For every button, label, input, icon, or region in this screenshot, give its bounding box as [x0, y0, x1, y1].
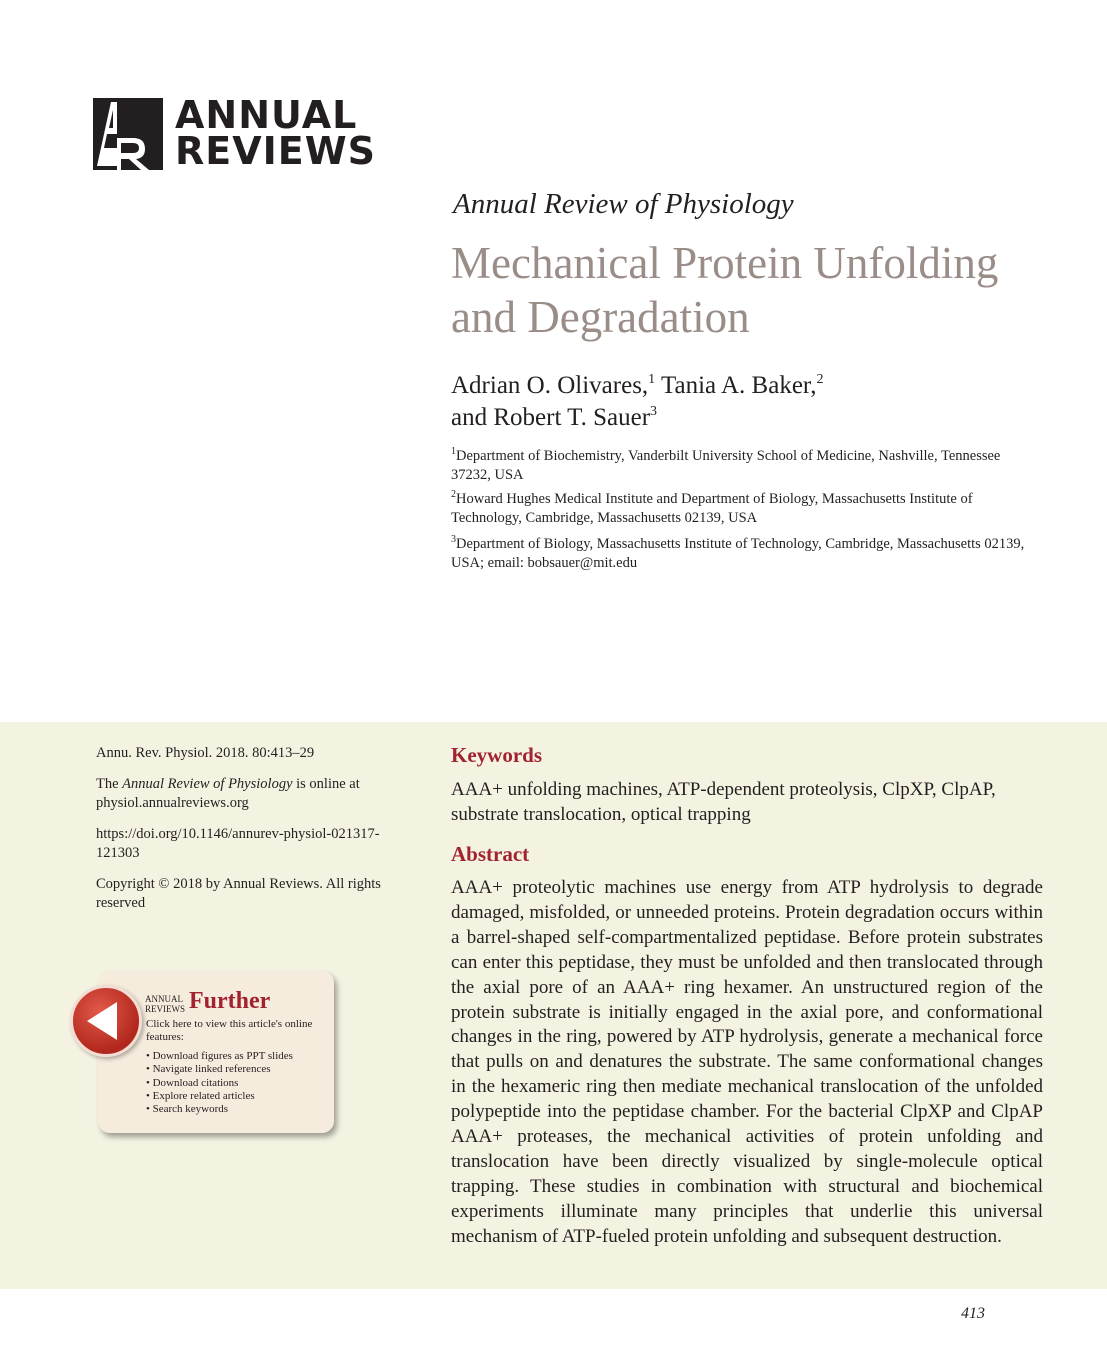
affiliation-1	[451, 447, 1041, 485]
affiliation-2-text: Howard Hughes Medical Institute and Department of Biology, Massachusetts Institute of Technology, Cambridge, Massachusetts 02139, USA	[451, 491, 973, 526]
affiliation-1-text: Department of Biochemistry, Vanderbilt University School of Medicine, Nashville, Tennessee 37232, USA	[451, 448, 1001, 483]
journal-name: Annual Review of Physiology	[453, 188, 794, 220]
further-small-1: ANNUAL	[145, 994, 183, 1004]
author-1-sup: 1	[648, 372, 656, 387]
author-3-sup: 3	[650, 404, 658, 419]
keywords-heading: Keywords	[451, 743, 542, 767]
affiliation-2	[451, 490, 1041, 528]
further-arrow-icon[interactable]	[70, 985, 142, 1057]
author-list	[451, 370, 1051, 434]
logo-line-2: REVIEWS	[175, 129, 377, 173]
further-item[interactable]: • Download figures as PPT slides	[146, 1050, 293, 1063]
affiliation-1-sup: 1	[451, 446, 456, 457]
further-item[interactable]: • Download citations	[146, 1077, 293, 1090]
further-item[interactable]: • Search keywords	[146, 1103, 293, 1116]
further-title: Further	[189, 988, 271, 1014]
doi-link[interactable]: https://doi.org/10.1146/annurev-physiol-021317-121303	[96, 826, 380, 861]
further-heading	[145, 988, 270, 1014]
logo-line-1: ANNUAL	[175, 93, 358, 137]
online-note-journal: Annual Review of Physiology	[122, 776, 293, 792]
further-item[interactable]: • Navigate linked references	[146, 1063, 293, 1076]
online-note-post[interactable]: is online at physiol.annualreviews.org	[96, 776, 360, 811]
copyright: Copyright © 2018 by Annual Reviews. All rights reserved	[96, 876, 381, 911]
affiliation-3-sup: 3	[451, 534, 456, 545]
further-feature-list	[146, 1050, 293, 1116]
further-description	[146, 1018, 326, 1044]
further-small-2: REVIEWS	[145, 1004, 185, 1014]
author-2-sup: 2	[816, 372, 824, 387]
keywords-text: AAA+ unfolding machines, ATP-dependent proteolysis, ClpXP, ClpAP, substrate translocation, optical trapping	[451, 779, 996, 825]
ar-logo-mark-icon	[93, 98, 163, 170]
annual-reviews-logo[interactable]	[93, 93, 377, 173]
abstract-heading: Abstract	[451, 842, 530, 866]
online-note	[96, 775, 416, 813]
affiliation-2-sup: 2	[451, 489, 456, 500]
author-1: Adrian O. Olivares,	[451, 372, 649, 399]
further-description-text: to view this article's online features:	[146, 1018, 313, 1043]
further-item[interactable]: • Explore related articles	[146, 1090, 293, 1103]
author-2: Tania A. Baker,	[655, 372, 817, 399]
affiliation-3	[451, 535, 1041, 573]
affiliation-3-text: Department of Biology, Massachusetts Institute of Technology, Cambridge, Massachusetts 02139, USA; email: bobsauer@mit.edu	[451, 536, 1025, 571]
author-3: and Robert T. Sauer	[451, 404, 651, 431]
abstract-text: AAA+ proteolytic machines use energy from ATP hydrolysis to degrade damaged, misfolded, or unneeded proteins. Protein degradation occurs within a barrel-shaped self-compartmentalized peptidase. Before protein substrates can enter this peptidase, they must be unfolded and then translocated through the axial pore of an AAA+ ring hexamer. An unstructured region of the protein substrate is initially engaged in the axial pore, and conformational changes in the ring, powered by ATP hydrolysis, generate a mechanical force that pulls on and denatures the substrate. The same conformational changes in the hexameric ring then mediate mechanical translocation of the unfolded polypeptide into the peptidase chamber. For the bacterial ClpXP and ClpAP AAA+ proteases, the mechanical activities of protein unfolding and translocation have been directly visualized by single-molecule optical trapping. These studies in combination with structural and biochemical experiments illuminate many principles that underlie this universal mechanism of ATP-fueled protein unfolding and subsequent destruction.	[451, 877, 1043, 1247]
page-number: 413	[961, 1305, 985, 1322]
citation: Annu. Rev. Physiol. 2018. 80:413–29	[96, 745, 315, 761]
further-click-here-link[interactable]: Click here	[146, 1018, 192, 1030]
online-note-pre: The	[96, 776, 123, 792]
article-title: Mechanical Protein Unfolding and Degradation	[451, 238, 999, 342]
